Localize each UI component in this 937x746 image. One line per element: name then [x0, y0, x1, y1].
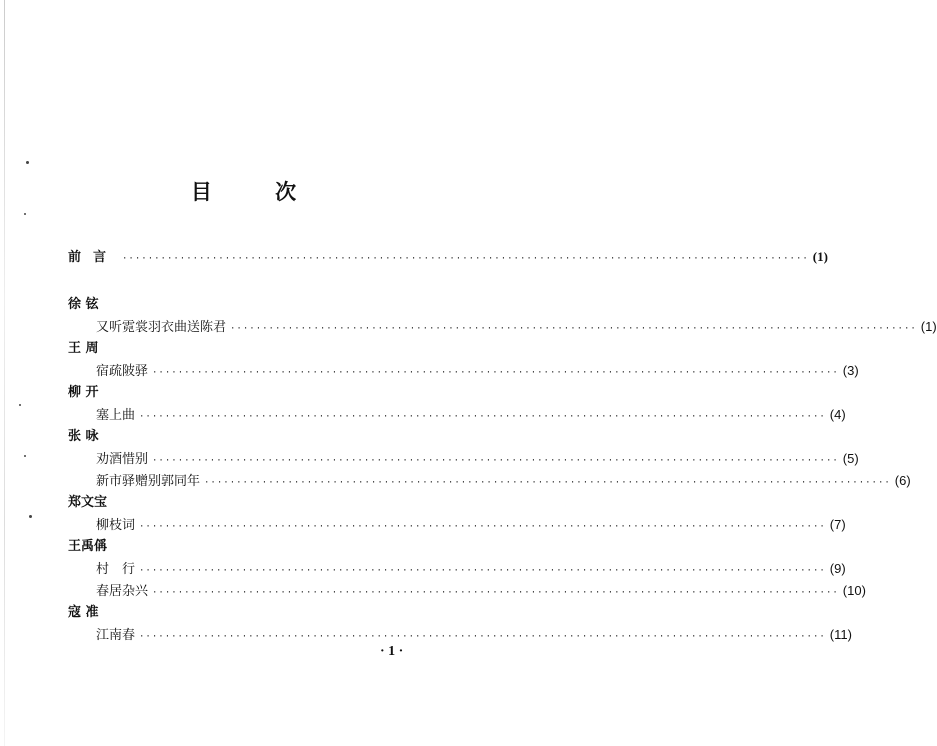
- page-number: · 1 ·: [380, 644, 404, 659]
- toc-entry-title: 宿疏陂驿: [96, 364, 149, 379]
- toc-author: 徐 铉: [68, 297, 99, 312]
- toc-entry[interactable]: [68, 360, 859, 382]
- toc-entry[interactable]: [68, 448, 859, 470]
- toc-entry[interactable]: [68, 514, 846, 536]
- toc-sections: [68, 294, 937, 646]
- toc-entry-page: (6): [894, 473, 911, 488]
- toc-entry[interactable]: [68, 316, 937, 338]
- toc-entry-page: (5): [842, 451, 859, 466]
- scan-speck: [24, 213, 26, 215]
- leader-dots: ···········································································································: [152, 368, 839, 378]
- toc-author: 王 周: [68, 341, 99, 356]
- toc-author: 柳 开: [68, 385, 99, 400]
- toc-entry-page: (3): [842, 363, 859, 378]
- leader-dots: ···········································································································: [139, 412, 826, 422]
- scan-speck: [26, 161, 29, 164]
- toc-entry[interactable]: [68, 404, 846, 426]
- toc-entry-title: 塞上曲: [96, 408, 136, 423]
- toc-author: 王禹偁: [68, 539, 108, 554]
- leader-dots: ···········································································································: [152, 588, 839, 598]
- toc-author: 张 咏: [68, 429, 99, 444]
- scan-speck: [29, 515, 32, 518]
- leader-dots: ···········································································································: [139, 522, 826, 532]
- toc-entry[interactable]: [68, 624, 852, 646]
- toc-entry-title: 新市驿赠别郭同年: [96, 474, 201, 489]
- leader-dots: ···········································································································: [230, 324, 917, 334]
- toc-entry-page: (10): [842, 583, 866, 598]
- toc-entry-title: 前言: [68, 250, 119, 265]
- toc-entry[interactable]: [68, 580, 866, 602]
- leader-dots: ···········································································································: [204, 478, 891, 488]
- toc-entry-title: 又听霓裳羽衣曲送陈君: [96, 320, 227, 335]
- leader-dots: ···········································································································: [139, 566, 826, 576]
- scan-speck: [24, 455, 26, 457]
- leader-dots: ···········································································································: [139, 632, 826, 642]
- page-title: 目 次: [190, 179, 325, 204]
- leader-dots: ···········································································································: [152, 456, 839, 466]
- leader-dots: ···········································································································: [122, 254, 809, 264]
- toc-entry-page: (4): [829, 407, 846, 422]
- toc-entry-title: 柳枝词: [96, 518, 136, 533]
- toc-entry[interactable]: [68, 470, 911, 492]
- toc-entry-page: (9): [829, 561, 846, 576]
- toc-entry-preface[interactable]: [68, 246, 828, 268]
- scan-speck: [19, 404, 21, 406]
- toc-entry-title: 江南春: [96, 628, 136, 643]
- toc-entry-title: 春居杂兴: [96, 584, 149, 599]
- spacer: [68, 268, 446, 294]
- toc-entry-page: (7): [829, 517, 846, 532]
- toc-entry-page: (1): [812, 249, 828, 264]
- toc-entry-title: 村 行: [96, 562, 136, 577]
- toc-entry[interactable]: [68, 558, 846, 580]
- toc-entry-page: (1): [920, 319, 937, 334]
- toc-author: 寇 准: [68, 605, 99, 620]
- page-edge-shadow: [4, 0, 5, 746]
- toc-author: 郑文宝: [68, 495, 108, 510]
- toc-entry-page: (11): [829, 627, 852, 642]
- toc-entry-title: 劝酒惜别: [96, 452, 149, 467]
- table-of-contents: [68, 246, 937, 646]
